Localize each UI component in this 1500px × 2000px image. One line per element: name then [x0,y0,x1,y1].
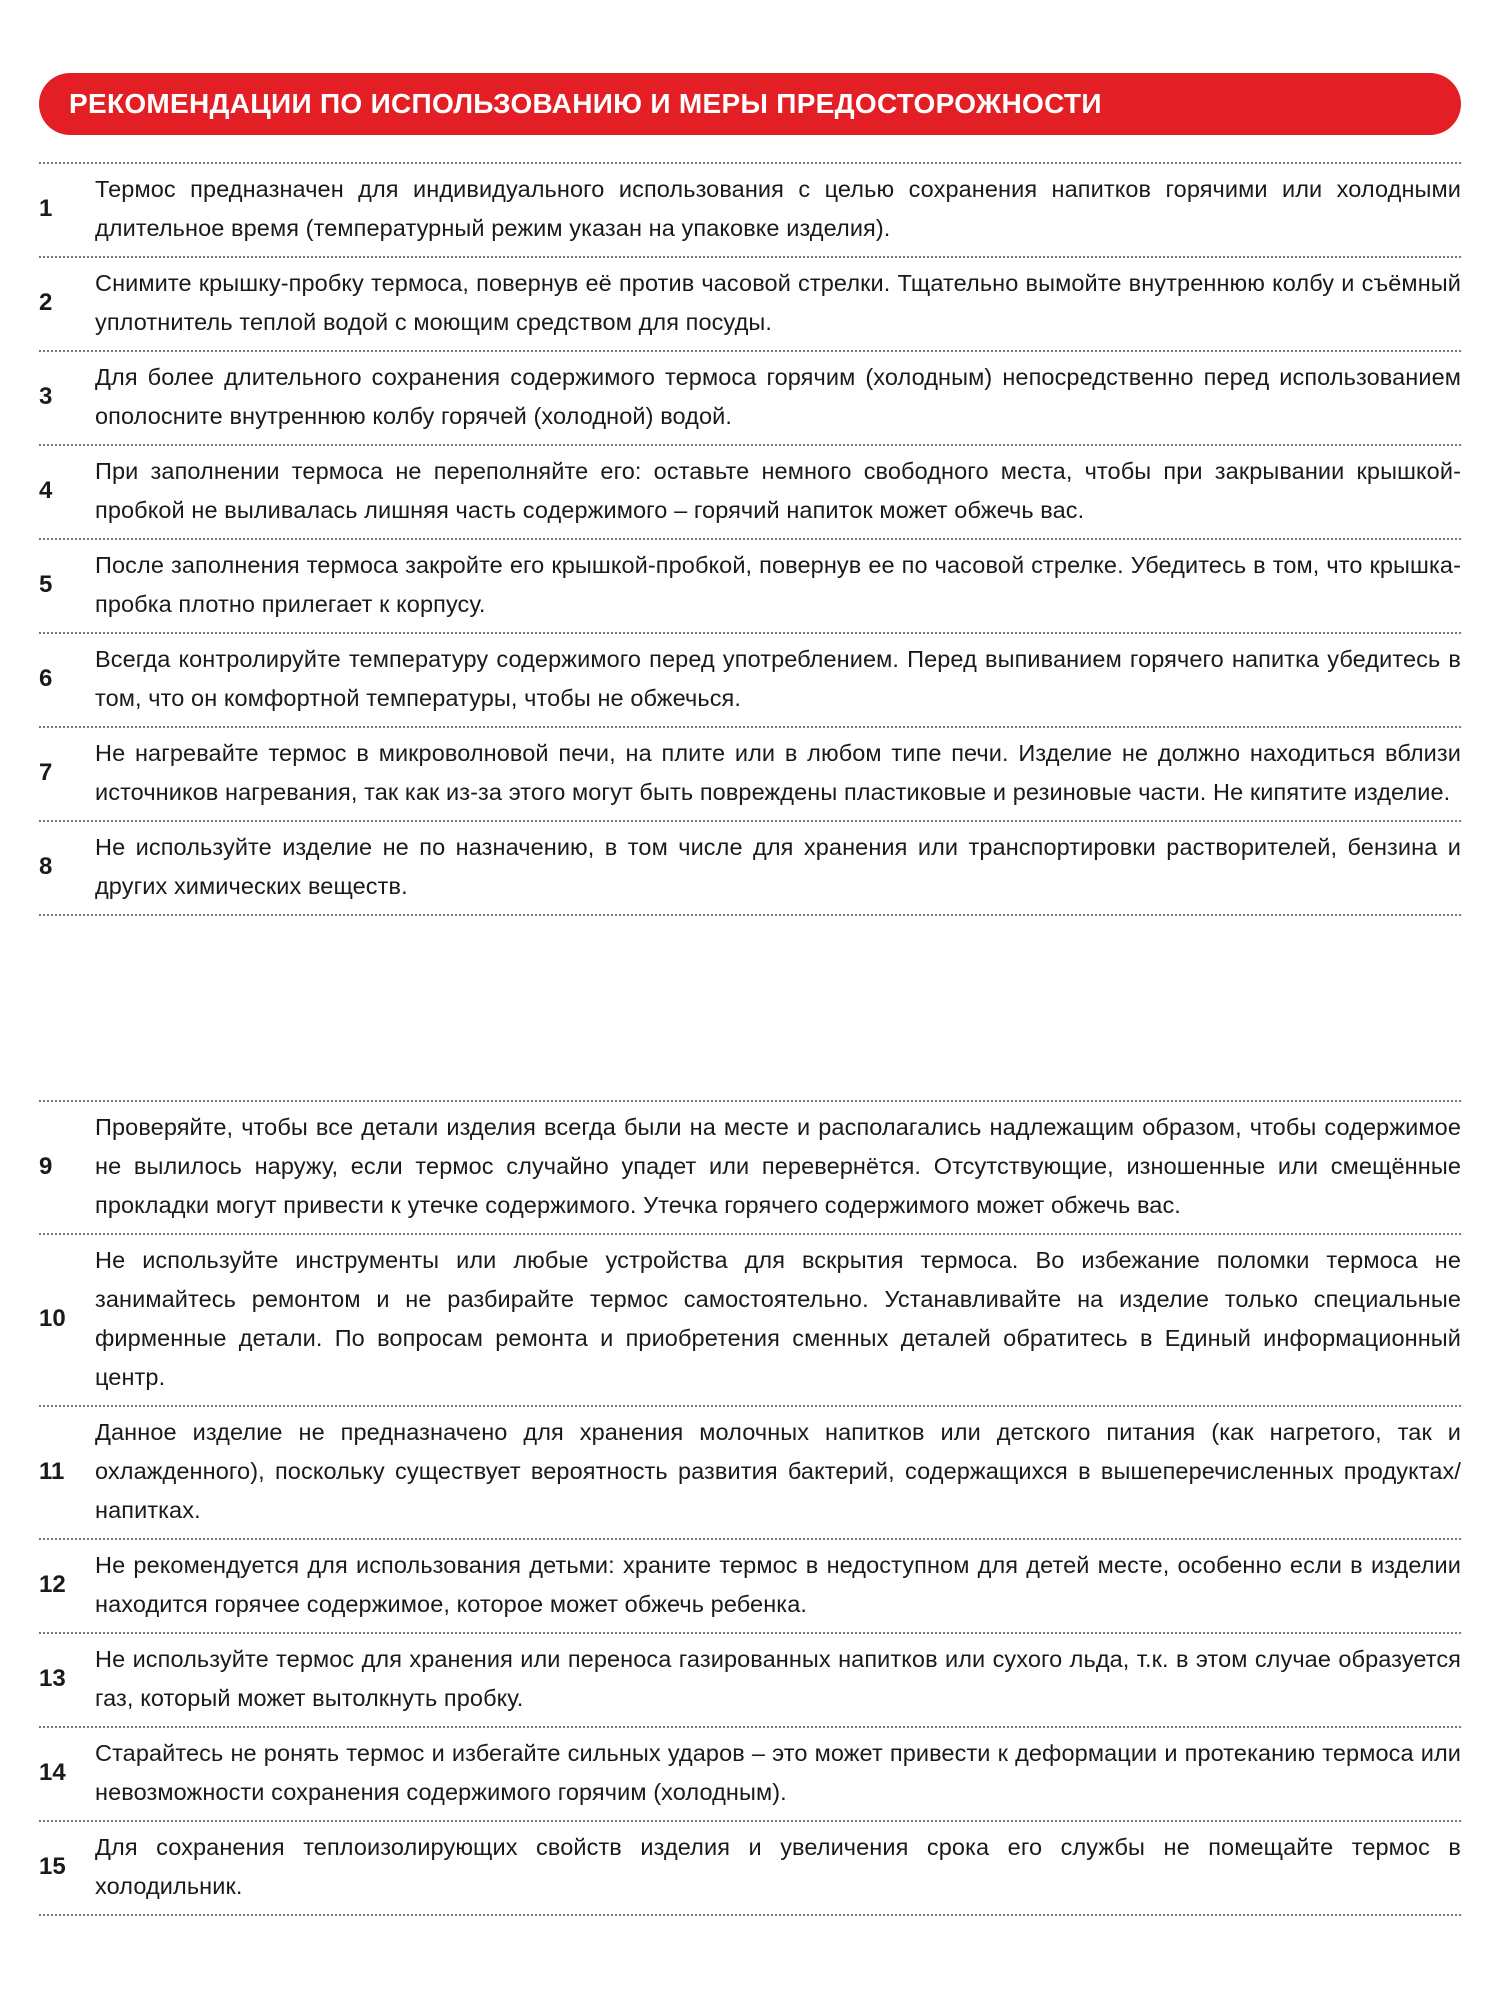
list-item [39,1728,1461,1822]
item-text: При заполнении термоса не переполняйте его: оставьте немного свободного места, чтобы при закрывании крышкой-пробкой не выливалась лишняя часть содержимого – горячий напиток может обжечь вас. [95,458,1461,523]
item-text: Данное изделие не предназначено для хранения молочных напитков или детского питания (как нагретого, так и охлажденного), поскольку существует вероятность развития бактерий, содержащихся в вышеперечисленных продуктах/ напитках. [95,1419,1461,1523]
list-item [39,352,1461,446]
item-text: Термос предназначен для индивидуального использования с целью сохранения напитков горячими или холодными длительное время (температурный режим указан на упаковке изделия). [95,176,1461,241]
item-text: Не рекомендуется для использования детьми: храните термос в недоступном для детей месте, особенно если в изделии находится горячее содержимое, которое может обжечь ребенка. [95,1552,1461,1617]
list-item [39,822,1461,916]
item-text: Всегда контролируйте температуру содержимого перед употреблением. Перед выпиванием горячего напитка убедитесь в том, что он комфортной температуры, чтобы не обжечься. [95,646,1461,711]
item-text: Не используйте инструменты или любые устройства для вскрытия термоса. Во избежание поломки термоса не занимайтесь ремонтом и не разбирайте термос самостоятельно. Устанавливайте на изделие только специальные фирменные детали. По вопросам ремонта и приобретения сменных деталей обратитесь в Единый информационный центр. [95,1247,1461,1390]
item-text: Не используйте термос для хранения или переноса газированных напитков или сухого льда, т.к. в этом случае образуется газ, который может вытолкнуть пробку. [95,1646,1461,1711]
item-number: 9 [39,1152,53,1180]
item-number: 3 [39,383,53,410]
item-number: 7 [39,759,53,786]
item-number: 1 [39,195,53,222]
section-title: РЕКОМЕНДАЦИИ ПО ИСПОЛЬЗОВАНИЮ И МЕРЫ ПРЕДОСТОРОЖНОСТИ [69,88,1102,119]
list-item [39,634,1461,728]
list-item [39,1540,1461,1634]
instructions-page [39,73,1461,1916]
list-item [39,728,1461,822]
item-number: 12 [39,1571,66,1598]
item-number: 13 [39,1665,66,1692]
item-text: Не используйте изделие не по назначению, в том числе для хранения или транспортировки растворителей, бензина и других химических веществ. [95,834,1461,899]
item-number: 5 [39,571,53,598]
item-number: 14 [39,1759,66,1786]
item-text: Для сохранения теплоизолирующих свойств изделия и увеличения срока его службы не помещайте термос в холодильник. [95,1834,1461,1899]
item-text: Проверяйте, чтобы все детали изделия всегда были на месте и располагались надлежащим образом, чтобы содержимое не вылилось наружу, если термос случайно упадет или перевернётся. Отсутствующие, изношенные или смещённые прокладки могут привести к утечке содержимого. Утечка горячего содержимого может обжечь вас. [95,1114,1461,1218]
item-number: 6 [39,665,53,692]
item-number: 15 [39,1853,66,1880]
item-text: Не нагревайте термос в микроволновой печи, на плите или в любом типе печи. Изделие не должно находиться вблизи источников нагревания, так как из-за этого могут быть повреждены пластиковые и резиновые части. Не кипятите изделие. [95,740,1461,805]
list-item [39,1235,1461,1407]
list-item [39,540,1461,634]
list-item [39,446,1461,540]
list-item [39,1407,1461,1540]
item-number: 8 [39,853,53,880]
list-item [39,1634,1461,1728]
item-number: 2 [39,289,53,316]
recommendations-list-part-1 [39,162,1461,916]
item-number: 4 [39,477,53,504]
list-item [39,258,1461,352]
list-item [39,1822,1461,1916]
list-item [39,164,1461,258]
item-text: Для более длительного сохранения содержимого термоса горячим (холодным) непосредственно перед использованием ополосните внутреннюю колбу горячей (холодной) водой. [95,364,1461,429]
item-text: Снимите крышку-пробку термоса, повернув её против часовой стрелки. Тщательно вымойте внутреннюю колбу и съёмный уплотнитель теплой водой с моющим средством для посуды. [95,270,1461,335]
item-number: 11 [39,1457,65,1485]
item-number: 10 [39,1305,66,1332]
item-text: Старайтесь не ронять термос и избегайте сильных ударов – это может привести к деформации и протеканию термоса или невозможности сохранения содержимого горячим (холодным). [95,1740,1461,1805]
recommendations-list-part-2 [39,1100,1461,1916]
list-item [39,1102,1461,1235]
item-text: После заполнения термоса закройте его крышкой-пробкой, повернув ее по часовой стрелке. Убедитесь в том, что крышка-пробка плотно прилегает к корпусу. [95,552,1461,617]
section-header [39,73,1461,135]
